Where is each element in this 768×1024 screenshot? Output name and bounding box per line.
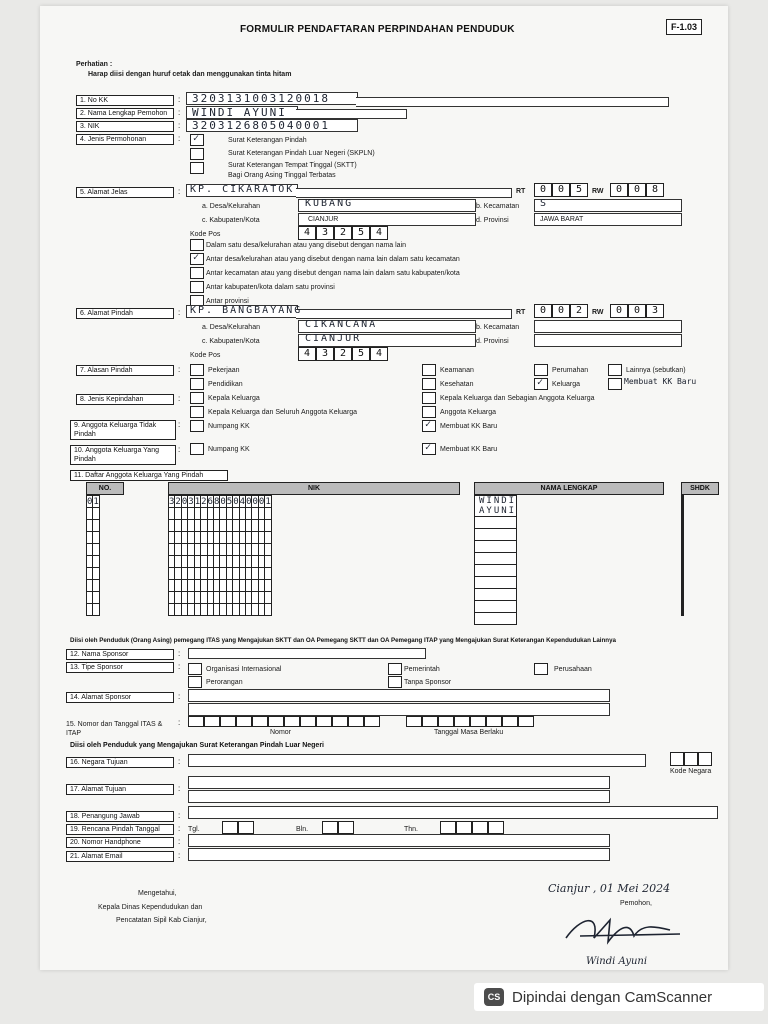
digit-box[interactable] xyxy=(338,821,354,834)
digit-box[interactable]: 0 xyxy=(534,304,552,318)
table-row xyxy=(682,496,684,508)
table-cell[interactable] xyxy=(265,580,271,592)
pindah-label: 10. Anggota Keluarga Yang Pindah xyxy=(70,445,176,465)
klasifikasi-checkbox[interactable] xyxy=(190,281,204,293)
digit-box[interactable]: 5 xyxy=(570,183,588,197)
desa-pindah-value: CIKANCANA xyxy=(305,319,378,330)
table-cell[interactable]: 1 xyxy=(265,496,271,507)
table-cell[interactable]: 6 xyxy=(207,496,213,507)
alasan-keluarga-checkbox[interactable]: ✓ xyxy=(534,378,548,390)
member-table xyxy=(474,495,517,625)
negara-field[interactable] xyxy=(188,754,646,767)
table-cell[interactable] xyxy=(265,604,271,616)
digit-box[interactable]: 0 xyxy=(552,304,570,318)
table-row xyxy=(87,520,100,532)
table-row xyxy=(169,532,272,544)
digit-box[interactable] xyxy=(268,716,284,727)
kepindahan-kk-sebagian-checkbox[interactable] xyxy=(422,392,436,404)
pindah-numpang-checkbox[interactable] xyxy=(190,443,204,455)
jenis-skp-checkbox[interactable]: ✓ xyxy=(190,134,204,146)
digit-box[interactable] xyxy=(486,716,502,727)
digit-box[interactable] xyxy=(332,716,348,727)
digit-box[interactable]: 2 xyxy=(570,304,588,318)
luar-negeri-heading: Diisi oleh Penduduk yang Mengajukan Surat Keterangan Pindah Luar Negeri xyxy=(70,742,324,749)
table-cell[interactable] xyxy=(683,544,684,556)
table-row xyxy=(682,532,684,544)
digit-box[interactable] xyxy=(316,716,332,727)
digit-box[interactable]: 4 xyxy=(298,347,316,361)
kecamatan-field[interactable] xyxy=(534,199,682,212)
digit-box[interactable]: 0 xyxy=(628,304,646,318)
table-cell[interactable] xyxy=(93,592,99,604)
digit-box[interactable]: 3 xyxy=(316,226,334,240)
table-cell[interactable]: 0 xyxy=(258,496,265,507)
kepala-dinas-text: Kepala Dinas Kependudukan dan xyxy=(98,904,203,911)
klasifikasi-label: Antar desa/kelurahan atau yang disebut dengan nama lain dalam satu kecamatan xyxy=(206,256,460,263)
nik-value: 3203126805040001 xyxy=(192,119,330,132)
table-row xyxy=(169,592,272,604)
digit-box[interactable] xyxy=(284,716,300,727)
jenis-option-4: Bagi Orang Asing Tinggal Terbatas xyxy=(228,172,336,179)
table-cell[interactable] xyxy=(475,601,517,613)
table-cell[interactable]: 2 xyxy=(175,496,181,507)
table-cell[interactable] xyxy=(683,532,684,544)
digit-box[interactable]: 0 xyxy=(552,183,570,197)
table-row xyxy=(169,520,272,532)
signer-name: Windi Ayuni xyxy=(586,956,648,967)
table-cell[interactable]: 0 xyxy=(87,496,93,507)
digit-box[interactable] xyxy=(220,716,236,727)
alasan-lainnya-value: Membuat KK Baru xyxy=(624,377,697,386)
pemohon-label: Pemohon, xyxy=(620,900,652,907)
camscanner-text: Dipindai dengan CamScanner xyxy=(512,988,713,1006)
table-cell[interactable]: 2 xyxy=(201,496,207,507)
table-cell[interactable] xyxy=(93,556,99,568)
table-cell[interactable] xyxy=(93,532,99,544)
table-row xyxy=(682,604,684,616)
member-table xyxy=(86,495,100,616)
kabupaten-pindah-value: CIANJUR xyxy=(305,333,362,344)
camscanner-logo-icon: CS xyxy=(484,988,504,1006)
table-cell[interactable] xyxy=(683,520,684,532)
table-row xyxy=(475,553,517,565)
digit-box[interactable] xyxy=(684,752,698,766)
pindah-kkbaru-checkbox[interactable]: ✓ xyxy=(422,443,436,455)
table-cell[interactable] xyxy=(93,544,99,556)
no-kk-label: 1. No KK xyxy=(76,95,174,106)
alamat-sponsor-field-2[interactable] xyxy=(188,703,610,716)
table-row xyxy=(87,556,100,568)
tipe-perorangan-checkbox[interactable] xyxy=(188,676,202,688)
jenis-skpln-checkbox[interactable] xyxy=(190,148,204,160)
table-cell[interactable] xyxy=(93,520,99,532)
alasan-kesehatan-checkbox[interactable] xyxy=(422,378,436,390)
table-cell[interactable] xyxy=(265,544,271,556)
tidak-pindah-numpang-checkbox[interactable] xyxy=(190,420,204,432)
klasifikasi-label: Dalam satu desa/kelurahan atau yang disebut dengan nama lain xyxy=(206,242,407,249)
digit-box[interactable] xyxy=(238,821,254,834)
email-field[interactable] xyxy=(188,848,610,861)
table-cell[interactable] xyxy=(475,529,517,541)
alamat-jelas-label: 5. Alamat Jelas xyxy=(76,187,174,198)
alasan-pekerjaan-checkbox[interactable] xyxy=(190,364,204,376)
table-cell[interactable] xyxy=(475,553,517,565)
table-row xyxy=(682,544,684,556)
digit-box[interactable]: 0 xyxy=(610,183,628,197)
table-cell[interactable] xyxy=(265,532,271,544)
table-row xyxy=(87,508,100,520)
table-row xyxy=(87,592,100,604)
notice-text: Harap diisi dengan huruf cetak dan menggunakan tinta hitam xyxy=(88,71,292,78)
tipe-perusahaan-checkbox[interactable] xyxy=(534,663,548,675)
alasan-pendidikan-checkbox[interactable] xyxy=(190,378,204,390)
rencana-label: 19. Rencana Pindah Tanggal xyxy=(66,824,174,835)
table-cell[interactable] xyxy=(265,520,271,532)
digit-box[interactable]: 2 xyxy=(334,347,352,361)
notice-label: Perhatian : xyxy=(76,61,113,68)
table-row xyxy=(475,529,517,541)
jenis-option-2: Surat Keterangan Pindah Luar Negeri (SKPLN) xyxy=(228,150,375,157)
alasan-lainnya-text-box[interactable] xyxy=(608,378,622,390)
table-cell[interactable] xyxy=(475,577,517,589)
table-cell[interactable] xyxy=(93,508,99,520)
table-cell[interactable] xyxy=(475,565,517,577)
table-row xyxy=(475,613,517,625)
table-cell[interactable]: 0 xyxy=(252,496,258,507)
table-cell[interactable]: 4 xyxy=(239,496,246,507)
table-row xyxy=(169,508,272,520)
table-cell[interactable] xyxy=(475,589,517,601)
table-row xyxy=(169,544,272,556)
table-cell[interactable] xyxy=(475,517,517,529)
penanggung-label: 18. Penangung Jawab xyxy=(66,811,174,822)
orang-asing-heading: Diisi oleh Penduduk (Orang Asing) pemegang ITAS yang Mengajukan SKTT dan OA Pemegang SKTT dan OA Pemegang ITAP yang Mengajukan Surat Keterangan Kependudukan Lainnya xyxy=(70,637,616,644)
digit-box[interactable]: 0 xyxy=(628,183,646,197)
jenis-option-3: Surat Keterangan Tempat Tinggal (SKTT) xyxy=(228,162,357,169)
provinsi-pindah-field[interactable] xyxy=(534,334,682,347)
alamat-pindah-value: KP. BANGBAYANG xyxy=(190,305,303,316)
alamat-sponsor-label: 14. Alamat Sponsor xyxy=(66,692,174,703)
alasan-label: 7. Alasan Pindah xyxy=(76,365,174,376)
digit-box[interactable] xyxy=(236,716,252,727)
digit-box[interactable] xyxy=(670,752,684,766)
digit-box[interactable] xyxy=(518,716,534,727)
table-row xyxy=(87,544,100,556)
alamat-tujuan-label: 17. Alamat Tujuan xyxy=(66,784,174,795)
table-cell[interactable] xyxy=(683,496,684,508)
jenis-kepindahan-label: 8. Jenis Kepindahan xyxy=(76,394,174,405)
email-label: 21. Alamat Email xyxy=(66,851,174,862)
penanggung-field[interactable] xyxy=(188,806,718,819)
hp-label: 20. Nomor Handphone xyxy=(66,837,174,848)
table-row xyxy=(475,565,517,577)
digit-box[interactable]: 2 xyxy=(334,226,352,240)
alamat-pindah-label: 6. Alamat Pindah xyxy=(76,308,174,319)
pencatatan-text: Pencatatan Sipil Kab Cianjur, xyxy=(116,917,207,924)
tidak-pindah-kkbaru-checkbox[interactable]: ✓ xyxy=(422,420,436,432)
kepindahan-kk-seluruh-checkbox[interactable] xyxy=(190,406,204,418)
table-cell[interactable] xyxy=(475,613,517,625)
kepindahan-anggota-checkbox[interactable] xyxy=(422,406,436,418)
table-row xyxy=(87,532,100,544)
table-row xyxy=(475,601,517,613)
klasifikasi-label: Antar kabupaten/kota dalam satu provinsi xyxy=(206,284,335,291)
table-cell[interactable]: 0 xyxy=(181,496,188,507)
itas-label: 15. Nomor dan Tanggal ITAS & ITAP xyxy=(66,721,163,737)
alamat-tujuan-field[interactable] xyxy=(188,776,610,789)
alasan-keamanan-checkbox[interactable] xyxy=(422,364,436,376)
col-nama-header: NAMA LENGKAP xyxy=(474,482,664,495)
table-cell[interactable]: WINDI AYUNI xyxy=(475,496,517,517)
digit-box[interactable] xyxy=(488,821,504,834)
table-cell[interactable] xyxy=(265,508,271,520)
alamat-jelas-value: KP. CIKARATOK xyxy=(190,184,295,195)
hp-field[interactable] xyxy=(188,834,610,847)
digit-box[interactable]: 0 xyxy=(534,183,552,197)
alasan-perumahan-checkbox[interactable] xyxy=(534,364,548,376)
table-cell[interactable] xyxy=(93,568,99,580)
digit-box[interactable] xyxy=(502,716,518,727)
digit-box[interactable] xyxy=(470,716,486,727)
table-row xyxy=(87,580,100,592)
digit-box[interactable]: 4 xyxy=(370,226,388,240)
digit-box[interactable] xyxy=(322,821,338,834)
table-cell[interactable]: 1 xyxy=(194,496,201,507)
table-cell[interactable] xyxy=(265,556,271,568)
table-row xyxy=(87,568,100,580)
desa-value: KUBANG xyxy=(305,198,354,209)
table-row xyxy=(475,496,517,517)
klasifikasi-checkbox[interactable] xyxy=(190,239,204,251)
digit-box[interactable] xyxy=(252,716,268,727)
jenis-option-1: Surat Keterangan Pindah xyxy=(228,137,307,144)
member-table xyxy=(681,495,684,616)
nik-label: 3. NIK xyxy=(76,121,174,132)
jenis-sktt-checkbox[interactable] xyxy=(190,162,204,174)
table-row xyxy=(682,556,684,568)
table-row xyxy=(475,541,517,553)
table-row xyxy=(169,556,272,568)
digit-box[interactable] xyxy=(406,716,422,727)
table-cell[interactable] xyxy=(93,580,99,592)
digit-box[interactable] xyxy=(698,752,712,766)
col-nik-header: NIK xyxy=(168,482,460,495)
table-cell[interactable]: 8 xyxy=(213,496,220,507)
table-cell[interactable]: 1 xyxy=(93,496,99,507)
daftar-label: 11. Daftar Anggota Keluarga Yang Pindah xyxy=(70,470,228,481)
table-cell[interactable]: 0 xyxy=(246,496,252,507)
table-cell[interactable] xyxy=(683,604,684,616)
kecamatan-value: S xyxy=(540,198,549,209)
digit-box[interactable] xyxy=(204,716,220,727)
form-paper: FORMULIR PENDAFTARAN PERPINDAHAN PENDUDUK F-1.03 Perhatian : Harap diisi dengan huruf cetak dan menggunakan tinta hitam 1. No KK : 3203131003120018 2. Nama Lengkap Pemohon : WINDI AYUNI 3. NIK : 3203126805040001 4. Jenis Permohonan : ✓ Surat Keterangan Pindah Surat Keterangan Pindah Luar Negeri (SKPLN) Surat Keterangan Tempat Tinggal (SKTT) Bagi Orang Asing Tinggal Terbatas 5. Alamat Jelas : KP. CIKARATOK RT 0 0 5 RW 0 0 8 a. Desa/Kelurahan KUBANG b. Kecamatan S c. Kabupaten/Kota CIANJUR d. Provinsi JAWA BARAT Kode Pos 4 3 2 5 4 Dalam satu desa/kelurahan atau yang disebut dengan nama lain ✓ Antar desa/kelurahan atau yang disebut dengan nama lain dalam satu kecamatan Antar kecamatan atau yang disebut dengan nama lain dalam satu kabupaten/kota Antar kabupaten/kota dalam satu provinsi Antar provinsi 6. Alamat Pindah : KP. BANGBAYANG RT 0 0 2 RW 0 0 3 a. Desa/Kelurahan CIKANCANA b. Kecamatan c. Kabupaten/Kota CIANJUR d. Provinsi Kode Pos 4 3 2 5 4 7. Alasan Pindah : Pekerjaan Pendidikan Keamanan Kesehatan Perumahan ✓ Keluarga Lainnya (sebutkan) Membuat KK Baru 8. Jenis Kepindahan : Kepala Keluarga Kepala Keluarga dan Seluruh Anggota Keluarga Kepala Keluarga dan Sebagian Anggota Keluarga Anggota Keluarga 9. Anggota Keluarga Tidak Pindah : Numpang KK ✓ Membuat KK Baru 10. Anggota Keluarga Yang Pindah : Numpang KK ✓ Membuat KK Baru 11. Daftar Anggota Keluarga Yang Pindah NO. NIK NAMA LENGKAP SHDK 0 1 3 2 0 3 1 2 6 8 0 5 0 4 0 0 0 1 WINDI AYUNI Diisi oleh Penduduk (Orang Asing) pemegang ITAS yang Mengajukan SKTT dan OA Pemegang SKTT dan OA Pemegang ITAP yang Mengajukan Surat Keterangan Kependudukan Lainnya 12. Nama Sponsor : 13. Tipe Sponsor : Organisasi Internasional Perorangan Pemerintah Tanpa Sponsor Perusahaan 14. Alamat Sponsor : 15. Nomor dan Tanggal ITAS & ITAP : Nomor Tanggal Masa Berlaku Diisi oleh Penduduk yang Mengajukan Surat Keterangan Pindah Luar Negeri 16. Negara Tujuan : Kode Negara 17. Alamat Tujuan : 18. Penangung Jawab : 19. Rencana Pindah Tanggal : Tgl. Bln. Thn. 20. Nomor Handphone : 21. Alamat Email : Mengetahui, Kepala Dinas Kependudukan dan Pencatatan Sipil Kab Cianjur, Cianjur , 01 Mei 2024 Pemohon, Windi Ayuni xyxy=(40,6,728,970)
col-no-header: NO. xyxy=(86,482,124,495)
digit-box[interactable]: 0 xyxy=(610,304,628,318)
digit-box[interactable] xyxy=(348,716,364,727)
table-row xyxy=(169,568,272,580)
table-row xyxy=(169,580,272,592)
table-cell[interactable] xyxy=(683,568,684,580)
digit-box[interactable]: 5 xyxy=(352,226,370,240)
table-row xyxy=(682,568,684,580)
table-cell[interactable] xyxy=(265,592,271,604)
digit-box[interactable] xyxy=(472,821,488,834)
table-cell[interactable]: 0 xyxy=(220,496,226,507)
table-cell[interactable]: 0 xyxy=(233,496,239,507)
nama-label: 2. Nama Lengkap Pemohon xyxy=(76,108,174,119)
tidak-pindah-label: 9. Anggota Keluarga Tidak Pindah xyxy=(70,420,176,440)
tipe-pemerintah-checkbox[interactable] xyxy=(388,663,402,675)
no-kk-value: 3203131003120018 xyxy=(192,92,330,105)
digit-box[interactable] xyxy=(456,821,472,834)
place-date: Cianjur , 01 Mei 2024 xyxy=(548,882,671,895)
table-row xyxy=(682,508,684,520)
digit-box[interactable]: 3 xyxy=(646,304,664,318)
table-cell[interactable] xyxy=(93,604,99,616)
sponsor-label: 12. Nama Sponsor xyxy=(66,649,174,660)
tipe-sponsor-label: 13. Tipe Sponsor xyxy=(66,662,174,673)
digit-box[interactable] xyxy=(222,821,238,834)
klasifikasi-checkbox[interactable]: ✓ xyxy=(190,253,204,265)
table-row xyxy=(169,604,272,616)
table-cell[interactable]: 5 xyxy=(226,496,233,507)
table-row xyxy=(475,517,517,529)
table-row xyxy=(169,496,272,508)
table-cell[interactable] xyxy=(475,541,517,553)
table-row xyxy=(682,580,684,592)
table-cell[interactable]: 3 xyxy=(188,496,194,507)
jenis-label: 4. Jenis Permohonan xyxy=(76,134,174,145)
sponsor-field[interactable] xyxy=(188,648,426,659)
digit-box[interactable]: 3 xyxy=(316,347,334,361)
alasan-lainnya-checkbox[interactable] xyxy=(608,364,622,376)
kecamatan-pindah-field[interactable] xyxy=(534,320,682,333)
digit-box[interactable] xyxy=(454,716,470,727)
table-row xyxy=(87,496,100,508)
klasifikasi-label: Antar provinsi xyxy=(206,298,249,305)
form-title: FORMULIR PENDAFTARAN PERPINDAHAN PENDUDUK xyxy=(240,24,515,35)
digit-box[interactable] xyxy=(364,716,380,727)
table-cell[interactable] xyxy=(683,508,684,520)
tipe-tanpa-checkbox[interactable] xyxy=(388,676,402,688)
alamat-tujuan-field-2[interactable] xyxy=(188,790,610,803)
table-row xyxy=(682,592,684,604)
digit-box[interactable] xyxy=(422,716,438,727)
digit-box[interactable] xyxy=(440,821,456,834)
table-cell[interactable]: 3 xyxy=(169,496,175,507)
table-cell[interactable] xyxy=(265,568,271,580)
digit-box[interactable]: 4 xyxy=(370,347,388,361)
table-cell[interactable] xyxy=(683,580,684,592)
digit-box[interactable]: 5 xyxy=(352,347,370,361)
camscanner-watermark xyxy=(474,983,764,1011)
kabupaten-value: CIANJUR xyxy=(308,216,339,223)
klasifikasi-label: Antar kecamatan atau yang disebut dengan nama lain dalam satu kabupaten/kota xyxy=(206,270,460,277)
table-row xyxy=(475,577,517,589)
mengetahui-text: Mengetahui, xyxy=(138,890,177,897)
digit-box[interactable] xyxy=(188,716,204,727)
form-code: F-1.03 xyxy=(666,19,702,35)
signature-mark xyxy=(560,908,690,952)
table-row xyxy=(87,604,100,616)
nama-value: WINDI AYUNI xyxy=(192,106,287,119)
tipe-org-checkbox[interactable] xyxy=(188,663,202,675)
digit-box[interactable]: 8 xyxy=(646,183,664,197)
col-shdk-header: SHDK xyxy=(681,482,719,495)
alamat-sponsor-field[interactable] xyxy=(188,689,610,702)
member-table xyxy=(168,495,272,616)
kepindahan-kk-checkbox[interactable] xyxy=(190,392,204,404)
negara-label: 16. Negara Tujuan xyxy=(66,757,174,768)
digit-box[interactable]: 4 xyxy=(298,226,316,240)
provinsi-value: JAWA BARAT xyxy=(540,216,584,223)
digit-box[interactable] xyxy=(438,716,454,727)
table-cell[interactable] xyxy=(683,556,684,568)
klasifikasi-checkbox[interactable] xyxy=(190,267,204,279)
table-row xyxy=(475,589,517,601)
digit-box[interactable] xyxy=(300,716,316,727)
table-cell[interactable] xyxy=(683,592,684,604)
table-row xyxy=(682,520,684,532)
